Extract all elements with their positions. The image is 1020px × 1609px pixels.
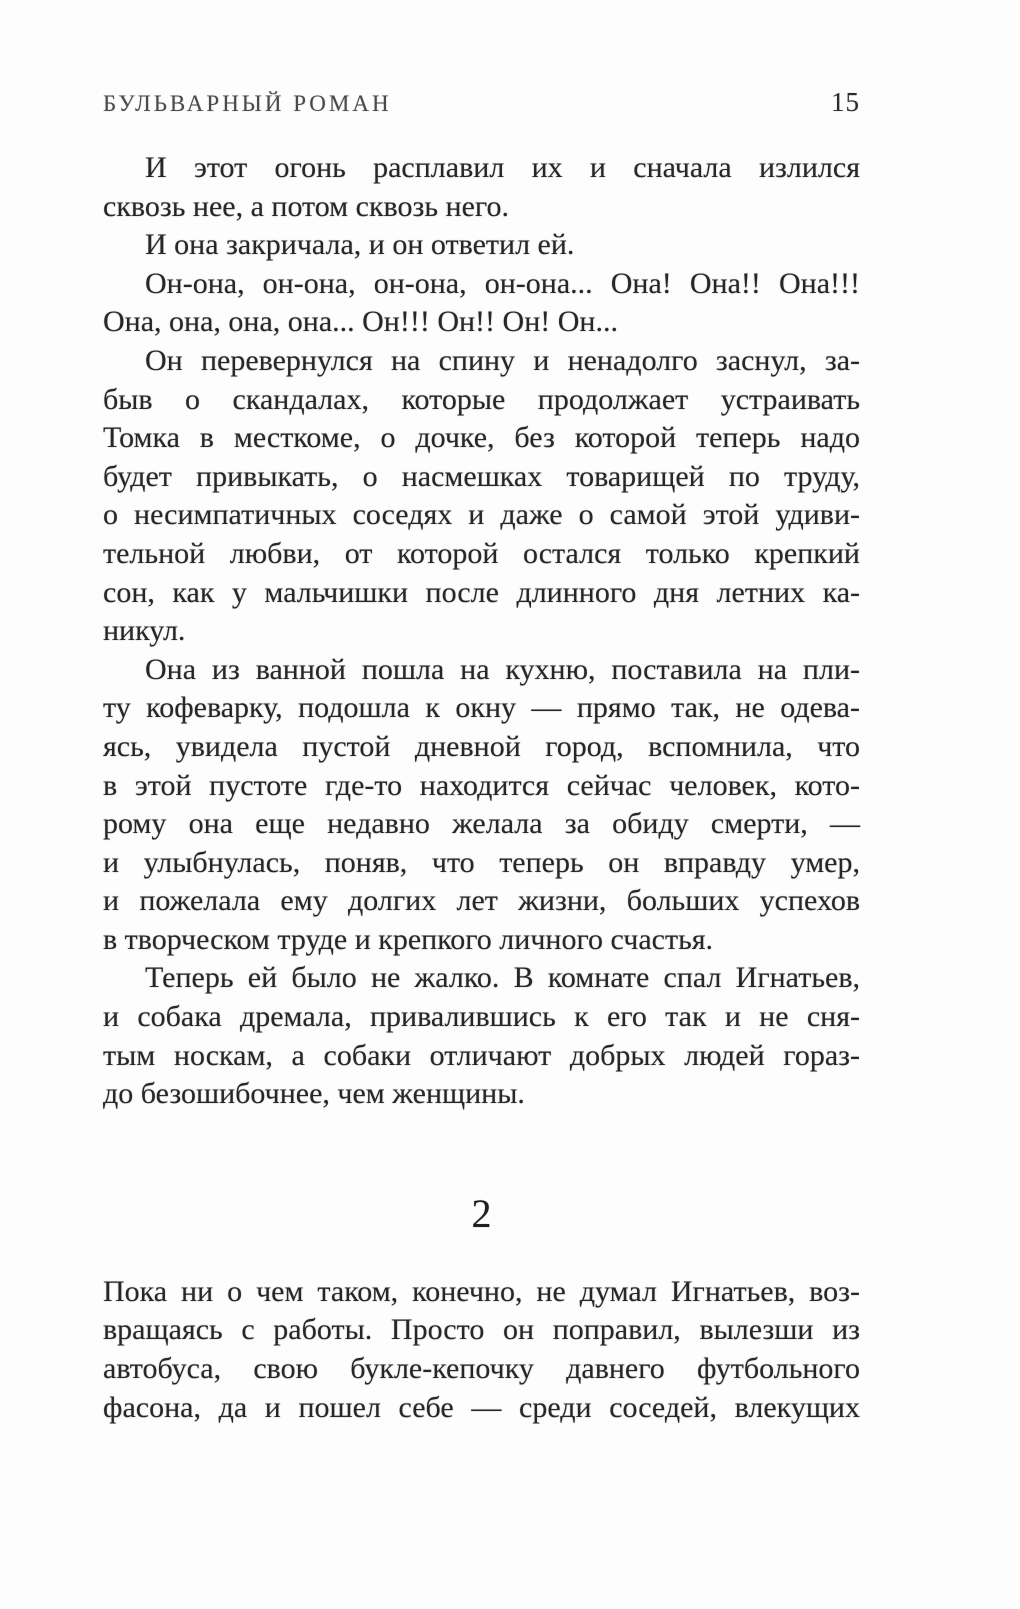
page-text-after-heading [103,1273,860,1427]
text-line: рому она еще недавно желала за обиду смерти, — [103,807,860,841]
running-title: БУЛЬВАРНЫЙ РОМАН [103,91,392,116]
section-heading: 2 [471,1190,492,1236]
text-line: Он-она, он-она, он-она, он-она... Она! Она!! Она!!! [145,266,860,300]
text-line: до безошибочнее, чем женщины. [103,1077,525,1111]
text-line: ясь, увидела пустой дневной город, вспомнила, что [103,729,860,763]
text-line: фасона, да и пошел себе — среди соседей, влекущих [103,1390,860,1424]
text-line: Она из ванной пошла на кухню, поставила на пли- [145,652,860,686]
text-line: И она закричала, и он ответил ей. [145,228,575,262]
text-line: в этой пустоте где-то находится сейчас человек, кото- [103,768,860,802]
text-line: И этот огонь расплавил их и сначала излился [145,151,860,184]
paragraph [103,226,860,265]
page-header [103,88,860,118]
page-number: 15 [831,87,860,117]
text-line: и улыбнулась, поняв, что теперь он вправду умер, [103,845,860,879]
text-line: Она, она, она, она... Он!!! Он!! Он! Он... [103,305,618,339]
paragraph [103,149,860,226]
text-line: и собака дремала, привалившись к его так и не сня- [103,1000,860,1034]
text-line: вращаясь с работы. Просто он поправил, вылезши из [103,1313,860,1347]
paragraph [103,959,860,1113]
paragraph [103,265,860,342]
paragraph [103,1273,860,1427]
text-line: и пожелала ему долгих лет жизни, больших успехов [103,884,860,918]
page-text-before-heading [103,149,860,1114]
text-line: в творческом труде и крепкого личного счастья. [103,922,714,956]
text-line: сон, как у мальчишки после длинного дня летних ка- [103,575,860,609]
text-line: будет привыкать, о насмешках товарищей по труду, [103,459,860,493]
text-line: Пока ни о чем таком, конечно, не думал Игнатьев, воз- [103,1274,860,1308]
text-line: тельной любви, от которой остался только крепкий [103,536,860,570]
text-line: быв о скандалах, которые продолжает устраивать [103,382,860,416]
text-line: никул. [103,614,186,648]
text-line: Он перевернулся на спину и ненадолго заснул, за- [145,343,860,377]
text-line: автобуса, свою букле-кепочку давнего футбольного [103,1352,860,1386]
text-line: о несимпатичных соседях и даже о самой этой удиви- [103,498,860,532]
paragraph [103,342,860,651]
text-line: Теперь ей было не жалко. В комнате спал Игнатьев, [145,961,860,995]
text-line: ту кофеварку, подошла к окну — прямо так, не одева- [103,691,860,725]
paragraph [103,651,860,960]
text-line: Томка в месткоме, о дочке, без которой теперь надо [103,421,860,455]
text-line: сквозь нее, а потом сквозь него. [103,189,509,223]
text-line: тым носкам, а собаки отличают добрых людей гораз- [103,1038,860,1072]
